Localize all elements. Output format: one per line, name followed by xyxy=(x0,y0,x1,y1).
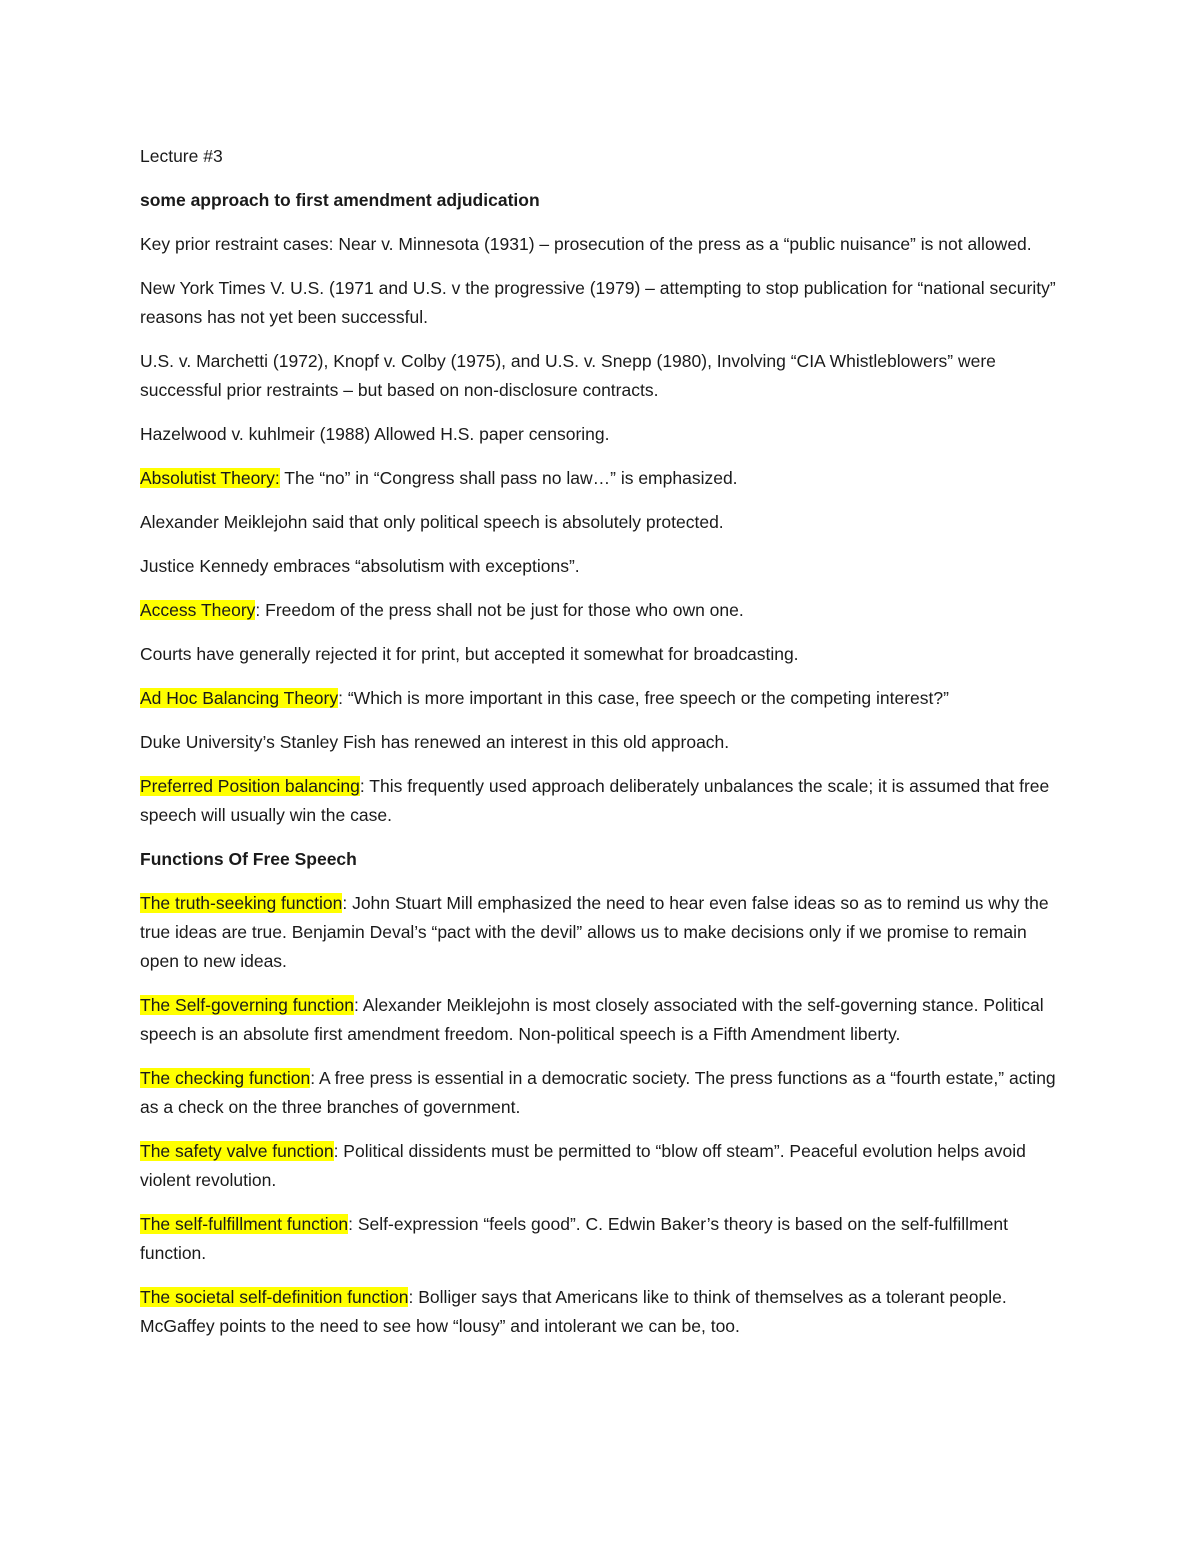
paragraph-text: Duke University’s Stanley Fish has renewed an interest in this old approach. xyxy=(140,732,730,752)
document-page xyxy=(140,142,1065,1356)
paragraph-text: New York Times V. U.S. (1971 and U.S. v the progressive (1979) – attempting to stop publication for “national security” reasons has not yet been successful. xyxy=(140,278,1056,327)
function-societal-self-definition xyxy=(140,1283,1065,1341)
highlighted-term: The truth-seeking function xyxy=(140,893,343,913)
paragraph-absolutist-theory xyxy=(140,464,1065,493)
paragraph-text: : “Which is more important in this case, free speech or the competing interest?” xyxy=(338,688,949,708)
highlighted-term: The self-fulfillment function xyxy=(140,1214,349,1234)
function-truth-seeking xyxy=(140,889,1065,976)
paragraph-text: : Freedom of the press shall not be just for those who own one. xyxy=(255,600,744,620)
paragraph-marchetti xyxy=(140,347,1065,405)
highlighted-term: Absolutist Theory: xyxy=(140,468,280,488)
function-self-governing xyxy=(140,991,1065,1049)
highlighted-term: The checking function xyxy=(140,1068,311,1088)
paragraph-text: Alexander Meiklejohn said that only political speech is absolutely protected. xyxy=(140,512,724,532)
paragraph-text: : Alexander Meiklejohn is most closely associated with the self-governing stance. Political speech is an absolute first amendment freedom. Non-political speech is a Fifth Amendment liberty. xyxy=(140,995,1044,1044)
paragraph-text: : A free press is essential in a democratic society. The press functions as a “fourth estate,” acting as a check on the three branches of government. xyxy=(140,1068,1056,1117)
function-self-fulfillment xyxy=(140,1210,1065,1268)
paragraph-text: The “no” in “Congress shall pass no law…” is emphasized. xyxy=(279,468,738,488)
paragraph-text: : John Stuart Mill emphasized the need to hear even false ideas so as to remind us why the true ideas are true. Benjamin Deval’s “pact with the devil” allows us to make decisions only if we promise to remain open to new ideas. xyxy=(140,893,1049,971)
paragraph-preferred-position xyxy=(140,772,1065,830)
paragraph-access-theory xyxy=(140,596,1065,625)
highlighted-term: Ad Hoc Balancing Theory xyxy=(140,688,339,708)
highlighted-term: The Self-governing function xyxy=(140,995,355,1015)
section-heading: some approach to first amendment adjudication xyxy=(140,190,540,210)
function-safety-valve xyxy=(140,1137,1065,1195)
paragraph-text: : This frequently used approach deliberately unbalances the scale; it is assumed that free speech will usually win the case. xyxy=(140,776,1050,825)
highlighted-term: The societal self-definition function xyxy=(140,1287,409,1307)
paragraph-near-v-minnesota xyxy=(140,230,1065,259)
paragraph-text: : Bolliger says that Americans like to think of themselves as a tolerant people. McGaffey points to the need to see how “lousy” and intolerant we can be, too. xyxy=(140,1287,1007,1336)
paragraph-kennedy xyxy=(140,552,1065,581)
lecture-title: Lecture #3 xyxy=(140,146,223,166)
paragraph-ad-hoc-balancing xyxy=(140,684,1065,713)
paragraph-text: U.S. v. Marchetti (1972), Knopf v. Colby (1975), and U.S. v. Snepp (1980), Involving “CIA Whistleblowers” were successful prior restraints – but based on non-disclosure contracts. xyxy=(140,351,996,400)
paragraph-hazelwood xyxy=(140,420,1065,449)
functions-heading: Functions Of Free Speech xyxy=(140,849,357,869)
highlighted-term: Preferred Position balancing xyxy=(140,776,360,796)
paragraph-ny-times xyxy=(140,274,1065,332)
paragraph-text: : Political dissidents must be permitted to “blow off steam”. Peaceful evolution helps avoid violent revolution. xyxy=(140,1141,1026,1190)
paragraph-text: Courts have generally rejected it for print, but accepted it somewhat for broadcasting. xyxy=(140,644,799,664)
paragraph-courts xyxy=(140,640,1065,669)
paragraph-meiklejohn xyxy=(140,508,1065,537)
paragraph-text: Key prior restraint cases: Near v. Minnesota (1931) – prosecution of the press as a “public nuisance” is not allowed. xyxy=(140,234,1032,254)
paragraph-text: Hazelwood v. kuhlmeir (1988) Allowed H.S. paper censoring. xyxy=(140,424,610,444)
highlighted-term: The safety valve function xyxy=(140,1141,334,1161)
paragraph-text: Justice Kennedy embraces “absolutism with exceptions”. xyxy=(140,556,580,576)
highlighted-term: Access Theory xyxy=(140,600,256,620)
function-checking xyxy=(140,1064,1065,1122)
paragraph-text: : Self-expression “feels good”. C. Edwin Baker’s theory is based on the self-fulfillment function. xyxy=(140,1214,1008,1263)
paragraph-stanley-fish xyxy=(140,728,1065,757)
